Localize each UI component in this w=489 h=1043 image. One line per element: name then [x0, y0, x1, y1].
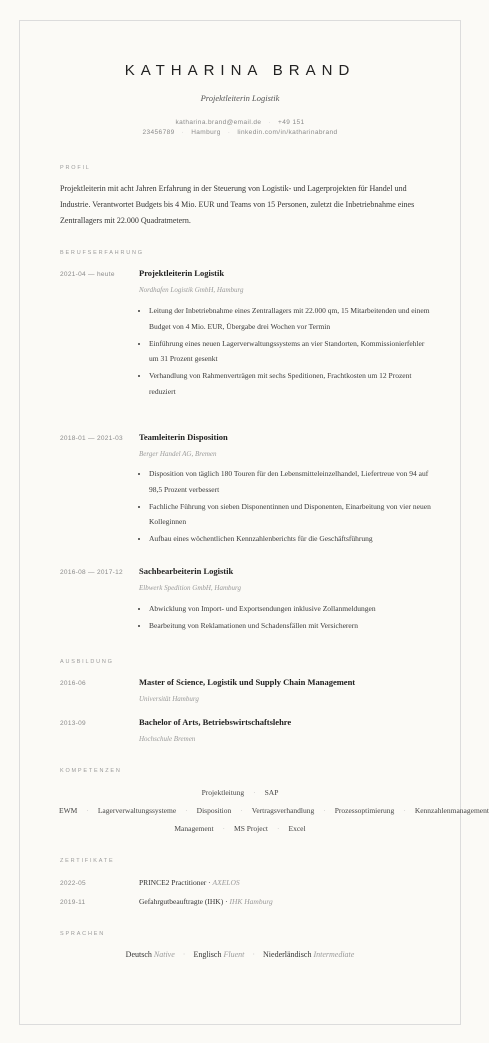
- certificate-name: Gefahrgutbeauftragte (IHK): [139, 897, 224, 906]
- section-heading-profile: PROFIL: [60, 165, 91, 171]
- certificate-date: 2019-11: [60, 899, 86, 906]
- certificate-entry: PRINCE2 Practitioner · AXELOS: [139, 878, 240, 887]
- skill-tag: Prozessoptimierung: [334, 806, 395, 815]
- job-company: Berger Handel AG, Bremen: [139, 450, 217, 458]
- job-role: Projektleiterin Logistik: [139, 268, 225, 278]
- job-bullets: [149, 601, 434, 635]
- job-dates: 2016-08 — 2017-12: [60, 569, 123, 576]
- education-degree: Master of Science, Logistik und Supply Chain Management: [139, 677, 356, 687]
- profile-summary: Projektleiterin mit acht Jahren Erfahrung in der Steuerung von Logistik- und Lagerprojekten für Handel und Industrie. Verantwortet Budgets bis 4 Mio. EUR und Teams von 15 Personen, zuletzt die Inbetriebnahme eines Zentrallagers mit 22.000 Quadratmetern.: [60, 184, 415, 225]
- list-item: • Einführung eines neuen Lagerverwaltungssystems an vier Standorten, Kommissionierfehler um 31 Prozent gesenkt: [149, 336, 434, 367]
- job-title: Projektleiterin Logistik: [200, 93, 280, 103]
- list-item: • Leitung der Inbetriebnahme eines Zentrallagers mit 22.000 qm, 15 Mitarbeitenden und einem Budget von 4 Mio. EUR, Übergabe drei Wochen vor Termin: [149, 303, 434, 334]
- contact-line-2: 23456789 · Hamburg · linkedin.com/in/katharinabrand: [142, 129, 338, 136]
- education-degree: Bachelor of Arts, Betriebswirtschaftslehre: [139, 717, 292, 727]
- skills-line-3: Management · MS Project · Excel: [174, 824, 306, 833]
- certificate-issuer: AXELOS: [212, 878, 240, 887]
- skill-tag: Management: [174, 824, 214, 833]
- job-bullets: [149, 466, 434, 549]
- section-heading-certificates: ZERTIFIKATE: [60, 858, 115, 864]
- certificate-entry: Gefahrgutbeauftragte (IHK) · IHK Hamburg: [139, 897, 273, 906]
- skills-line-2: EWM · Lagerverwaltungssysteme · Disposition · Vertragsverhandlung · Prozessoptimierung · Kennzahlenmanagement: [59, 806, 489, 815]
- list-item: • Disposition von täglich 180 Touren für den Lebensmitteleinzelhandel, Liefertreue von 94 auf 98,5 Prozent verbessert: [149, 466, 434, 497]
- job-dates: 2021-04 — heute: [60, 271, 115, 278]
- section-heading-experience: BERUFSERFAHRUNG: [60, 250, 144, 256]
- education-school: Universität Hamburg: [139, 695, 199, 703]
- section-heading-education: AUSBILDUNG: [60, 659, 114, 665]
- skill-tag: Disposition: [196, 806, 232, 815]
- list-item: • Abwicklung von Import- und Exportsendungen inklusive Zollanmeldungen: [149, 601, 434, 617]
- list-item: • Aufbau eines wöchentlichen Kennzahlenberichts für die Geschäftsführung: [149, 531, 434, 547]
- skill-tag: MS Project: [234, 824, 269, 833]
- candidate-name: KATHARINA BRAND: [124, 62, 356, 79]
- language-level: Intermediate: [313, 950, 355, 959]
- list-item: • Bearbeitung von Reklamationen und Schadensfällen mit Versicherern: [149, 618, 434, 634]
- job-bullets: [149, 303, 434, 401]
- phone[interactable]: +49 151: [278, 119, 305, 126]
- job-role: Teamleiterin Disposition: [139, 432, 228, 442]
- skill-tag: Projektleitung: [201, 788, 245, 797]
- education-date: 2013-09: [60, 720, 86, 727]
- certificate-date: 2022-05: [60, 880, 86, 887]
- skill-tag: Kennzahlenmanagement: [414, 806, 489, 815]
- job-company: Elbwerk Spedition GmbH, Hamburg: [139, 584, 242, 592]
- language-name: Englisch: [193, 950, 222, 959]
- email[interactable]: katharina.brand@email.de: [175, 119, 262, 126]
- job-role: Sachbearbeiterin Logistik: [139, 566, 234, 576]
- education-school: Hochschule Bremen: [139, 735, 196, 743]
- linkedin-link[interactable]: linkedin.com/in/katharinabrand: [237, 129, 338, 136]
- skill-tag: SAP: [264, 788, 279, 797]
- language-level: Fluent: [223, 950, 245, 959]
- language-level: Native: [153, 950, 175, 959]
- skills-line-1: Projektleitung · SAP: [201, 788, 279, 797]
- list-item: • Verhandlung von Rahmenverträgen mit sechs Speditionen, Frachtkosten um 12 Prozent reduziert: [149, 368, 434, 399]
- education-date: 2016-06: [60, 680, 86, 687]
- job-dates: 2018-01 — 2021-03: [60, 435, 123, 442]
- skill-tag: Vertragsverhandlung: [251, 806, 315, 815]
- language-name: Deutsch: [125, 950, 152, 959]
- list-item: • Fachliche Führung von sieben Disponentinnen und Disponenten, Einarbeitung von vier neuen Kolleginnen: [149, 499, 434, 530]
- skill-tag: Lagerverwaltungssysteme: [97, 806, 177, 815]
- skill-tag: EWM: [59, 806, 78, 815]
- phone-continued[interactable]: 23456789: [142, 129, 175, 136]
- section-heading-skills: KOMPETENZEN: [60, 768, 122, 774]
- certificate-issuer: IHK Hamburg: [229, 897, 273, 906]
- contact-line-1: katharina.brand@email.de · +49 151: [175, 119, 305, 126]
- certificate-name: PRINCE2 Practitioner: [139, 878, 207, 887]
- location: Hamburg: [191, 129, 221, 136]
- skill-tag: Excel: [288, 824, 306, 833]
- languages-list: Deutsch Native · Englisch Fluent · Niederländisch Intermediate: [125, 950, 355, 959]
- section-heading-languages: SPRACHEN: [60, 931, 105, 937]
- language-name: Niederländisch: [263, 950, 312, 959]
- job-company: Nordhafen Logistik GmbH, Hamburg: [139, 286, 244, 294]
